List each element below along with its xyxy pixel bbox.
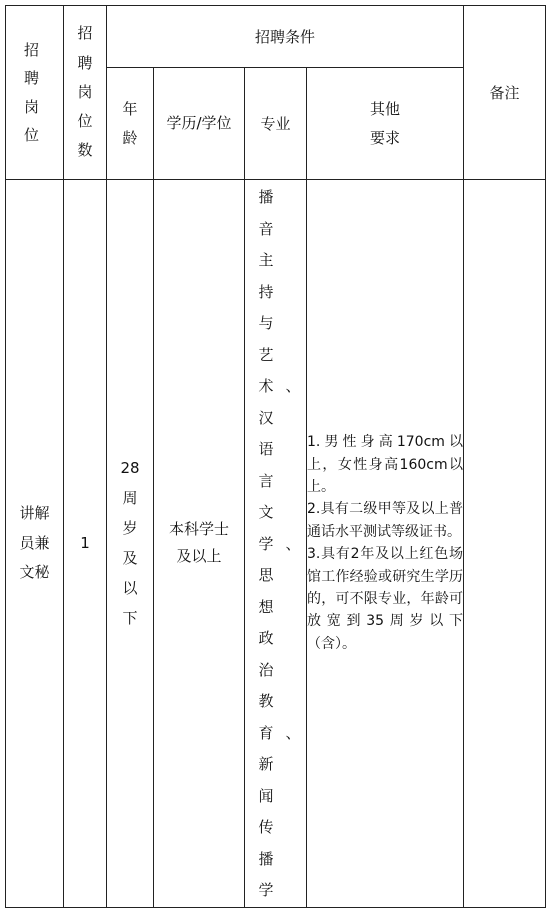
header-education xyxy=(154,68,245,180)
cell-education xyxy=(154,180,245,908)
cell-requirements xyxy=(307,180,464,908)
requirement-3: 3.具有2年及以上红色场馆工作经验或研究生学历的，可不限专业，年龄可放宽到35周岁以下（含）。 xyxy=(307,546,464,652)
header-age xyxy=(107,68,154,180)
header-count-text: 招聘岗位数 xyxy=(77,24,93,160)
header-major: 专业 xyxy=(245,68,307,180)
cell-age-text: 28周岁及以下 xyxy=(120,459,140,628)
header-position xyxy=(6,6,64,180)
table-row xyxy=(6,180,546,908)
header-age-text: 年龄 xyxy=(122,100,138,147)
header-other-line1: 其他 xyxy=(370,100,401,118)
header-education-text: 学历/学位 xyxy=(166,114,232,133)
cell-education-line1: 本科学士 xyxy=(168,520,229,539)
recruitment-table xyxy=(5,5,546,908)
cell-remarks xyxy=(464,180,546,908)
header-position-text: 招聘岗位 xyxy=(23,40,45,144)
header-row-1 xyxy=(6,6,546,68)
cell-position-text: 讲解员兼文秘 xyxy=(19,504,50,581)
cell-count: 1 xyxy=(64,180,107,908)
cell-age xyxy=(107,180,154,908)
header-remarks: 备注 xyxy=(464,6,546,180)
header-other-line2: 要求 xyxy=(370,128,401,147)
cell-major-text: 播音主持与艺术、汉语言文学、思想政治教育、新闻传播学 xyxy=(258,188,313,899)
header-count xyxy=(64,6,107,180)
requirement-2: 2.具有二级甲等及以上普通话水平测试等级证书。 xyxy=(307,501,464,540)
cell-position xyxy=(6,180,64,908)
cell-education-line2: 及以上 xyxy=(176,547,222,566)
header-other xyxy=(307,68,464,180)
cell-major xyxy=(245,180,313,908)
header-conditions: 招聘条件 xyxy=(107,6,464,68)
requirement-1: 1.男性身高170cm以上，女性身高160cm以上。 xyxy=(307,434,464,496)
